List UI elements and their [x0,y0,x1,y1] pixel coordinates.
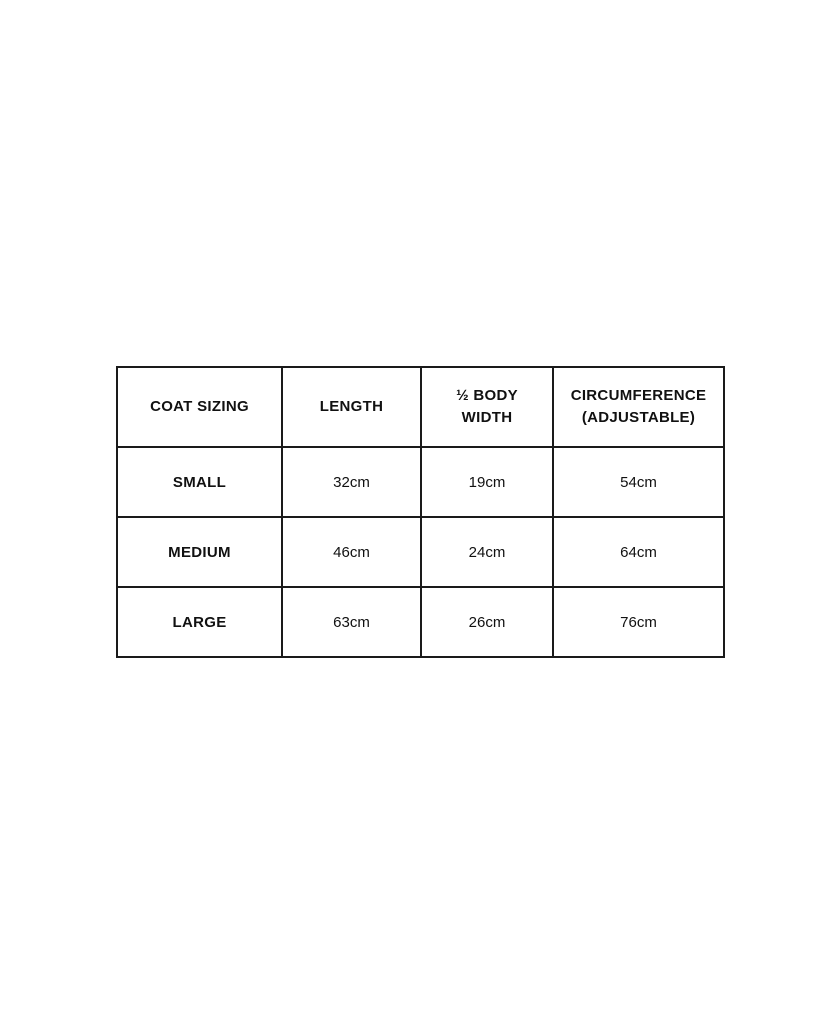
header-length-label: LENGTH [319,398,384,415]
body-width-value: 19cm [421,447,553,517]
size-label: MEDIUM [117,517,282,587]
size-table-body [117,447,724,657]
length-value: 32cm [282,447,421,517]
header-body-width-line2: WIDTH [461,409,513,426]
coat-size-table [116,366,725,658]
header-circumference-line1: CIRCUMFERENCE [570,387,707,404]
table-row [117,587,724,657]
header-coat-sizing [117,367,282,447]
header-body-width [421,367,553,447]
header-length [282,367,421,447]
circumference-value: 64cm [553,517,724,587]
length-value: 46cm [282,517,421,587]
length-value: 63cm [282,587,421,657]
size-table-header [117,367,724,447]
header-circumference [553,367,724,447]
table-row [117,447,724,517]
circumference-value: 54cm [553,447,724,517]
header-circumference-line2: (ADJUSTABLE) [581,409,696,426]
body-width-value: 24cm [421,517,553,587]
circumference-value: 76cm [553,587,724,657]
table-row [117,517,724,587]
header-row [117,367,724,447]
size-label: LARGE [117,587,282,657]
header-body-width-line1: ½ BODY [456,387,518,404]
body-width-value: 26cm [421,587,553,657]
header-coat-sizing-label: COAT SIZING [150,398,249,415]
size-label: SMALL [117,447,282,517]
